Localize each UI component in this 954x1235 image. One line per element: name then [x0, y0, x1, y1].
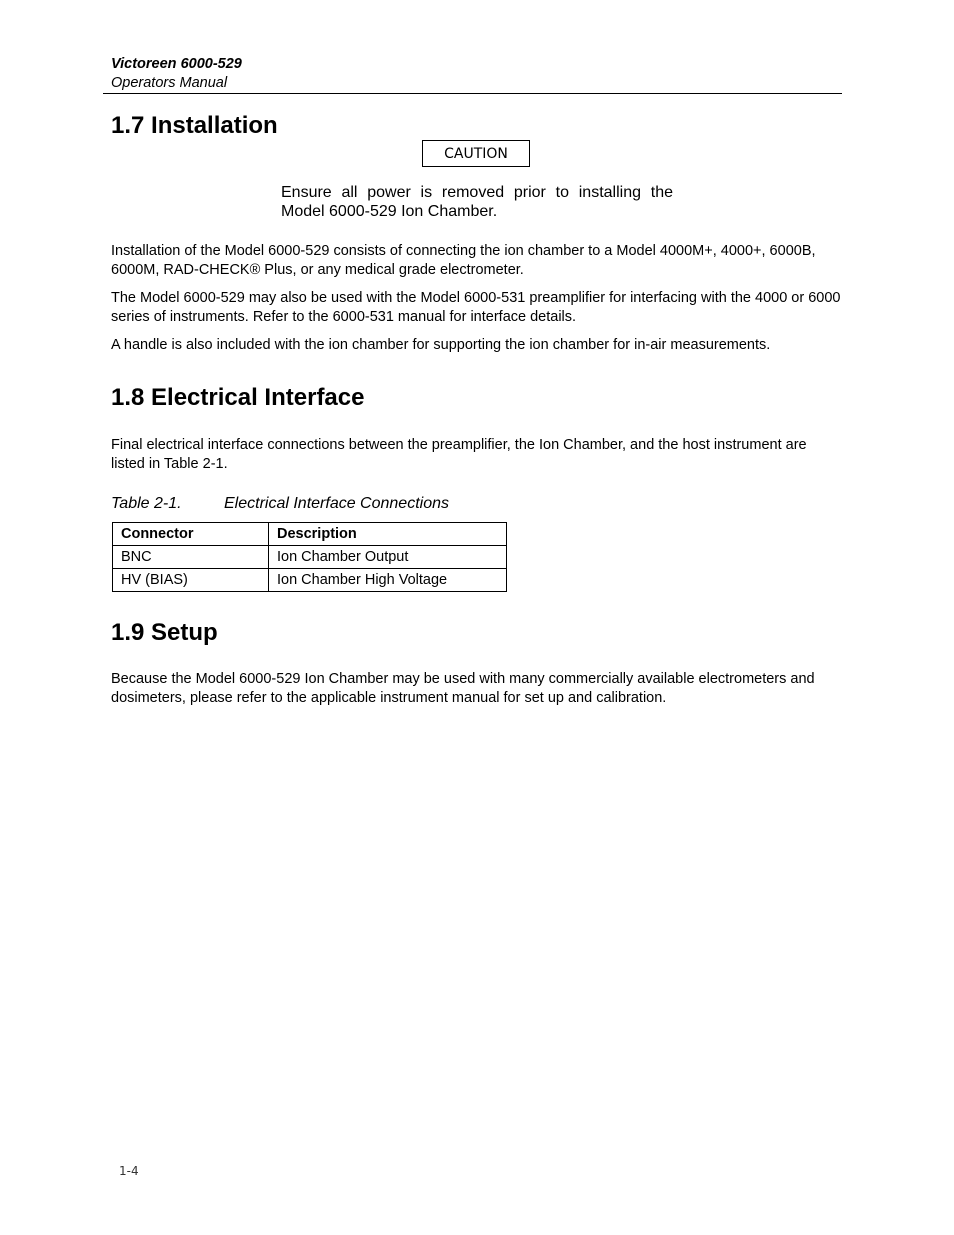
section-heading-installation: 1.7 Installation — [111, 112, 278, 139]
table-row — [113, 569, 507, 592]
manual-subtitle: Operators Manual — [111, 75, 228, 91]
header-divider — [103, 93, 842, 94]
installation-paragraph-2: The Model 6000-529 may also be used with the Model 6000-531 preamplifier for interfacing with the 4000 or 6000 series of instruments. Refer to the 6000-531 manual for interface details. — [111, 290, 841, 325]
caution-text: Ensure all power is removed prior to installing the Model 6000-529 Ion Chamber. — [281, 184, 673, 220]
table-caption — [111, 495, 449, 513]
table-cell-description: Ion Chamber High Voltage — [269, 569, 507, 592]
page-number: 1-4 — [119, 1164, 139, 1178]
electrical-interface-table — [112, 522, 507, 592]
manual-title: Victoreen 6000-529 — [111, 56, 242, 72]
installation-paragraph-3: A handle is also included with the ion chamber for supporting the ion chamber for in-air measurements. — [111, 337, 771, 353]
electrical-interface-paragraph: Final electrical interface connections between the preamplifier, the Ion Chamber, and the host instrument are listed in Table 2-1. — [111, 437, 807, 472]
table-header-row — [113, 523, 507, 546]
column-header-connector: Connector — [113, 523, 269, 546]
setup-paragraph: Because the Model 6000-529 Ion Chamber may be used with many commercially available electrometers and dosimeters, please refer to the applicable instrument manual for set up and calibration. — [111, 671, 815, 706]
section-heading-setup: 1.9 Setup — [111, 619, 218, 646]
table-cell-description: Ion Chamber Output — [269, 546, 507, 569]
column-header-description: Description — [269, 523, 507, 546]
table-cell-connector: HV (BIAS) — [113, 569, 269, 592]
table-row — [113, 546, 507, 569]
section-heading-electrical-interface: 1.8 Electrical Interface — [111, 384, 365, 411]
caution-label: CAUTION — [422, 140, 530, 167]
table-cell-connector: BNC — [113, 546, 269, 569]
table-caption-title: Electrical Interface Connections — [224, 495, 449, 512]
installation-paragraph-1: Installation of the Model 6000-529 consists of connecting the ion chamber to a Model 4000M+, 4000+, 6000B, 6000M, RAD-CHECK® Plus, or any medical grade electrometer. — [111, 243, 816, 278]
table-caption-number: Table 2-1. — [111, 495, 182, 512]
